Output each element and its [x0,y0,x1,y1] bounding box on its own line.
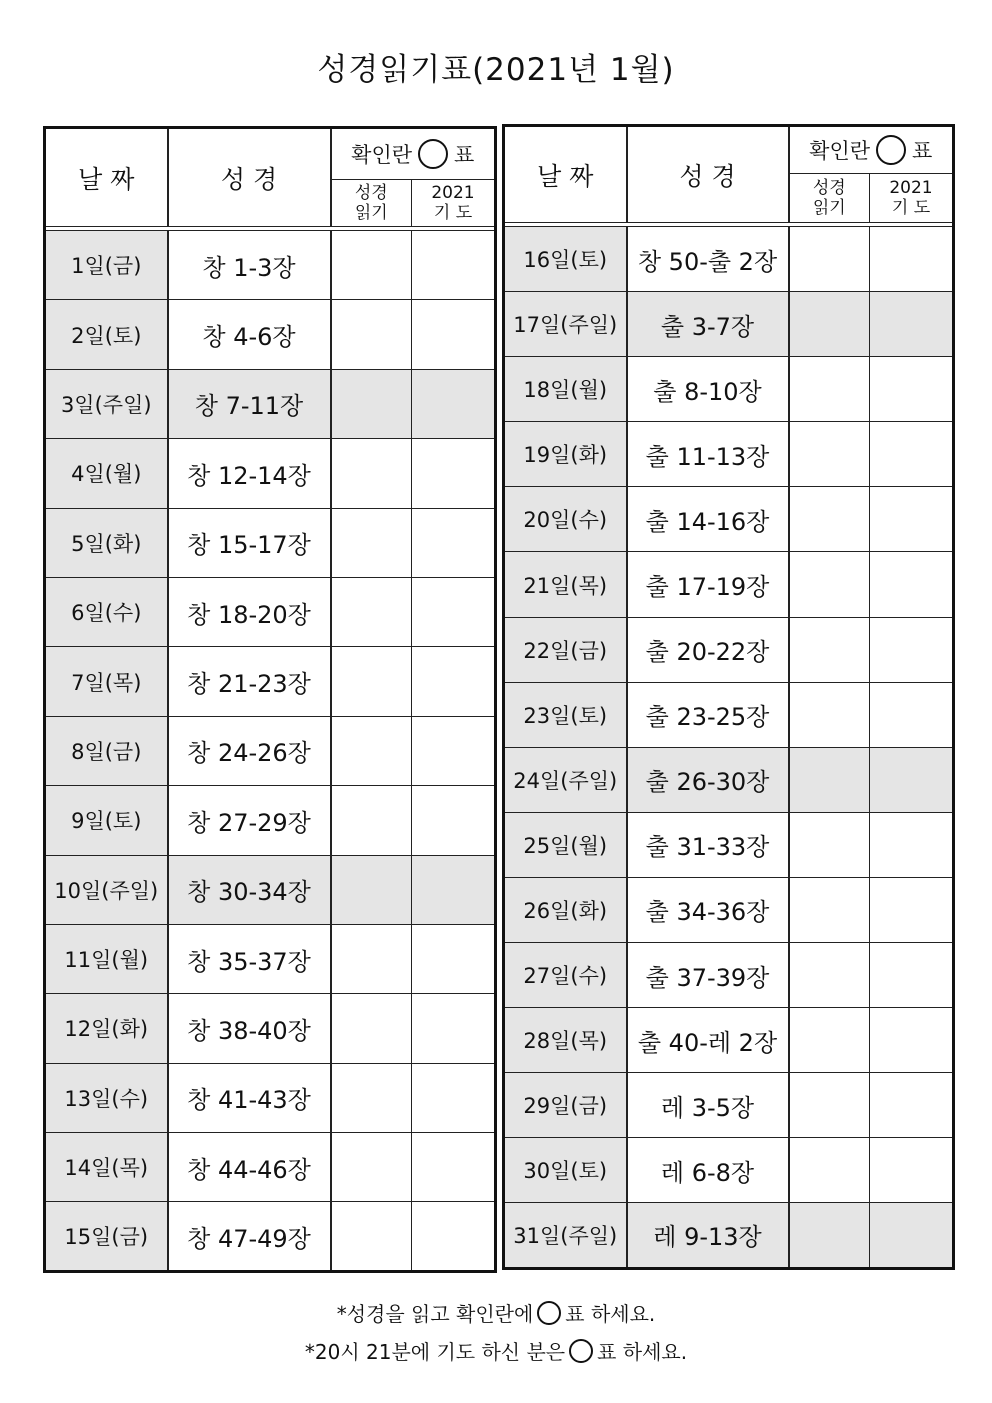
read-check-cell[interactable] [331,994,412,1063]
prayer-check-cell[interactable] [412,647,496,716]
prayer-check-cell[interactable] [412,716,496,785]
reading-cell: 출 37-39장 [627,943,789,1008]
prayer-check-cell[interactable] [870,747,954,812]
date-cell: 4일(월) [45,439,168,508]
table-row [504,682,954,747]
table-row [504,422,954,487]
table-row [45,716,496,785]
reading-cell: 레 9-13장 [627,1203,789,1268]
reading-cell: 출 11-13장 [627,422,789,487]
read-check-cell[interactable] [331,439,412,508]
table-row [504,617,954,682]
reading-cell: 출 34-36장 [627,877,789,942]
prayer-check-cell[interactable] [870,943,954,1008]
table-row [504,747,954,812]
prayer-check-cell[interactable] [870,552,954,617]
read-check-cell[interactable] [331,369,412,438]
date-cell: 17일(주일) [504,292,627,357]
bible-header: 성 경 [627,126,789,223]
prayer-check-cell[interactable] [870,422,954,487]
date-cell: 7일(목) [45,647,168,716]
table-row [45,508,496,577]
reading-cell: 출 14-16장 [627,487,789,552]
prayer-check-cell[interactable] [870,877,954,942]
table-row [45,577,496,646]
read-check-cell[interactable] [789,1073,870,1138]
prayer-check-cell[interactable] [412,508,496,577]
read-check-cell[interactable] [789,292,870,357]
read-check-cell[interactable] [789,1008,870,1073]
table-row [504,292,954,357]
date-cell: 30일(토) [504,1138,627,1203]
date-cell: 10일(주일) [45,855,168,924]
prayer-check-cell[interactable] [412,577,496,646]
prayer-check-cell[interactable] [412,994,496,1063]
date-cell: 24일(주일) [504,747,627,812]
prayer-check-cell[interactable] [870,617,954,682]
reading-cell: 창 41-43장 [168,1063,331,1132]
table-row [45,231,496,300]
reading-cell: 출 26-30장 [627,747,789,812]
read-check-cell[interactable] [331,1063,412,1132]
table-row [504,1008,954,1073]
date-cell: 5일(화) [45,508,168,577]
date-cell: 2일(토) [45,300,168,369]
table-row [45,1063,496,1132]
reading-cell: 창 15-17장 [168,508,331,577]
prayer-check-cell[interactable] [870,1073,954,1138]
date-header: 날 짜 [45,128,168,227]
prayer-check-cell[interactable] [412,1133,496,1202]
circle-mark-icon [418,139,448,169]
prayer-check-cell[interactable] [870,292,954,357]
date-cell: 14일(목) [45,1133,168,1202]
reading-cell: 창 21-23장 [168,647,331,716]
date-cell: 18일(월) [504,357,627,422]
date-cell: 19일(화) [504,422,627,487]
read-check-cell[interactable] [789,877,870,942]
prayer-check-cell[interactable] [412,439,496,508]
reading-cell: 출 40-레 2장 [627,1008,789,1073]
instruction-note-1: *성경을 읽고 확인란에 표 하세요. [336,1302,656,1326]
prayer-check-cell[interactable] [412,1063,496,1132]
read-check-cell[interactable] [331,1202,412,1271]
prayer-check-cell[interactable] [412,300,496,369]
reading-cell: 창 1-3장 [168,231,331,300]
date-cell: 16일(토) [504,227,627,292]
pray-subheader: 2021 기 도 [412,180,496,227]
reading-table-right [502,124,955,1270]
reading-cell: 출 23-25장 [627,682,789,747]
date-cell: 15일(금) [45,1202,168,1271]
read-check-cell[interactable] [331,716,412,785]
reading-cell: 출 3-7장 [627,292,789,357]
reading-table-left [43,126,497,1273]
prayer-check-cell[interactable] [870,682,954,747]
read-check-cell[interactable] [789,357,870,422]
table-row [504,943,954,1008]
prayer-check-cell[interactable] [870,812,954,877]
table-row [45,369,496,438]
table-row [45,786,496,855]
date-cell: 28일(목) [504,1008,627,1073]
date-cell: 22일(금) [504,617,627,682]
table-row [45,1133,496,1202]
date-cell: 26일(화) [504,877,627,942]
prayer-check-cell[interactable] [412,855,496,924]
prayer-check-cell[interactable] [870,1203,954,1268]
reading-cell: 창 24-26장 [168,716,331,785]
prayer-check-cell[interactable] [870,357,954,422]
reading-cell: 창 38-40장 [168,994,331,1063]
read-check-cell[interactable] [789,617,870,682]
prayer-check-cell[interactable] [412,786,496,855]
date-cell: 21일(목) [504,552,627,617]
read-check-cell[interactable] [789,682,870,747]
reading-cell: 창 12-14장 [168,439,331,508]
table-row [45,300,496,369]
circle-mark-icon [537,1301,561,1325]
read-check-cell[interactable] [331,508,412,577]
read-check-cell[interactable] [331,786,412,855]
read-check-cell[interactable] [789,747,870,812]
prayer-check-cell[interactable] [412,231,496,300]
instruction-note-2: *20시 21분에 기도 하신 분은 표 하세요. [304,1340,688,1364]
read-check-cell[interactable] [331,647,412,716]
read-subheader: 성경 읽기 [789,174,870,223]
date-cell: 29일(금) [504,1073,627,1138]
reading-cell: 출 20-22장 [627,617,789,682]
table-row [45,924,496,993]
reading-cell: 창 4-6장 [168,300,331,369]
read-check-cell[interactable] [789,227,870,292]
table-row [45,994,496,1063]
read-check-cell[interactable] [789,812,870,877]
read-check-cell[interactable] [331,924,412,993]
date-cell: 25일(월) [504,812,627,877]
read-check-cell[interactable] [331,231,412,300]
circle-mark-icon [876,135,906,165]
reading-cell: 창 7-11장 [168,369,331,438]
reading-cell: 창 47-49장 [168,1202,331,1271]
reading-cell: 창 50-출 2장 [627,227,789,292]
date-cell: 23일(토) [504,682,627,747]
table-row [504,812,954,877]
reading-cell: 출 17-19장 [627,552,789,617]
date-cell: 1일(금) [45,231,168,300]
table-row [45,1202,496,1271]
date-header: 날 짜 [504,126,627,223]
read-check-cell[interactable] [789,422,870,487]
reading-cell: 창 35-37장 [168,924,331,993]
date-cell: 13일(수) [45,1063,168,1132]
date-cell: 8일(금) [45,716,168,785]
prayer-check-cell[interactable] [870,1138,954,1203]
reading-cell: 출 31-33장 [627,812,789,877]
date-cell: 6일(수) [45,577,168,646]
check-header: 확인란 표 [331,128,496,180]
table-row [504,1138,954,1203]
prayer-check-cell[interactable] [412,1202,496,1271]
date-cell: 11일(월) [45,924,168,993]
table-row [45,439,496,508]
table-row [45,647,496,716]
prayer-check-cell[interactable] [870,487,954,552]
reading-cell: 레 3-5장 [627,1073,789,1138]
date-cell: 20일(수) [504,487,627,552]
prayer-check-cell[interactable] [412,924,496,993]
prayer-check-cell[interactable] [870,227,954,292]
reading-cell: 창 30-34장 [168,855,331,924]
read-subheader: 성경 읽기 [331,180,412,227]
reading-cell: 레 6-8장 [627,1138,789,1203]
prayer-check-cell[interactable] [412,369,496,438]
reading-cell: 창 18-20장 [168,577,331,646]
check-header: 확인란 표 [789,126,954,174]
table-row [504,1203,954,1268]
table-row [504,227,954,292]
date-cell: 12일(화) [45,994,168,1063]
table-row [504,877,954,942]
read-check-cell[interactable] [789,552,870,617]
read-check-cell[interactable] [331,855,412,924]
read-check-cell[interactable] [331,300,412,369]
prayer-check-cell[interactable] [870,1008,954,1073]
read-check-cell[interactable] [789,487,870,552]
read-check-cell[interactable] [331,577,412,646]
circle-mark-icon [569,1339,593,1363]
date-cell: 31일(주일) [504,1203,627,1268]
table-row [504,487,954,552]
read-check-cell[interactable] [789,1138,870,1203]
bible-header: 성 경 [168,128,331,227]
page-title: 성경읽기표(2021년 1월) [317,52,675,88]
table-row [45,855,496,924]
read-check-cell[interactable] [331,1133,412,1202]
date-cell: 27일(수) [504,943,627,1008]
date-cell: 9일(토) [45,786,168,855]
table-row [504,357,954,422]
pray-subheader: 2021 기 도 [870,174,954,223]
reading-cell: 출 8-10장 [627,357,789,422]
reading-cell: 창 27-29장 [168,786,331,855]
read-check-cell[interactable] [789,943,870,1008]
table-row [504,552,954,617]
date-cell: 3일(주일) [45,369,168,438]
table-row [504,1073,954,1138]
reading-cell: 창 44-46장 [168,1133,331,1202]
read-check-cell[interactable] [789,1203,870,1268]
